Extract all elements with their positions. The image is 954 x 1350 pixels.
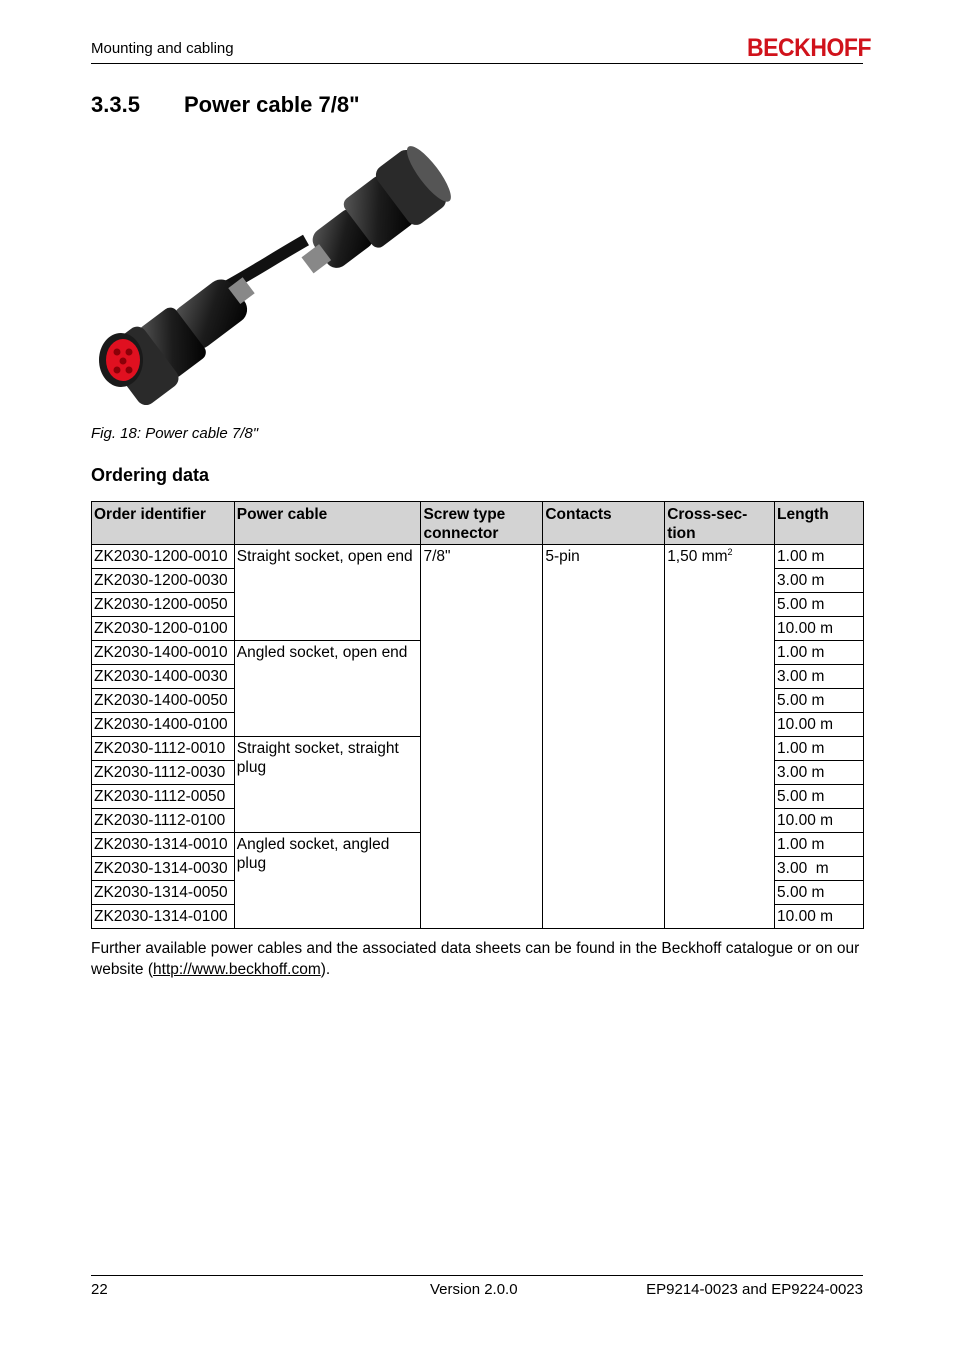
length-cell: 3.00 m xyxy=(775,857,864,881)
length-cell: 10.00 m xyxy=(775,617,864,641)
contacts-cell: 5-pin xyxy=(543,545,665,929)
col-order-identifier: Order identifier xyxy=(92,502,235,545)
order-identifier-cell: ZK2030-1400-0050 xyxy=(92,689,235,713)
length-cell: 10.00 m xyxy=(775,809,864,833)
length-cell: 5.00 m xyxy=(775,785,864,809)
page-number: 22 xyxy=(91,1281,108,1298)
cross-section-cell xyxy=(665,545,775,929)
section-heading: Power cable 7/8" xyxy=(184,92,360,117)
version-label: Version 2.0.0 xyxy=(430,1281,518,1298)
power-cable-cell: Straight socket, open end xyxy=(234,545,421,641)
order-identifier-cell: ZK2030-1400-0100 xyxy=(92,713,235,737)
length-cell: 1.00 m xyxy=(775,545,864,569)
order-identifier-cell: ZK2030-1200-0030 xyxy=(92,569,235,593)
cross-section-value: 1,50 mm xyxy=(667,548,728,565)
order-identifier-cell: ZK2030-1314-0050 xyxy=(92,881,235,905)
order-identifier-cell: ZK2030-1112-0010 xyxy=(92,737,235,761)
col-power-cable: Power cable xyxy=(234,502,421,545)
order-identifier-cell: ZK2030-1400-0030 xyxy=(92,665,235,689)
length-cell: 3.00 m xyxy=(775,569,864,593)
power-cable-illustration xyxy=(91,130,453,410)
beckhoff-logo: BECKHOFF xyxy=(747,34,872,62)
cross-section-exponent: 2 xyxy=(727,546,733,557)
power-cable-cell: Straight socket, straight plug xyxy=(234,737,421,833)
col-screw-type: Screw type connector xyxy=(421,502,543,545)
length-cell: 5.00 m xyxy=(775,593,864,617)
length-cell: 5.00 m xyxy=(775,689,864,713)
order-identifier-cell: ZK2030-1112-0100 xyxy=(92,809,235,833)
order-identifier-cell: ZK2030-1314-0100 xyxy=(92,905,235,929)
length-cell: 3.00 m xyxy=(775,665,864,689)
length-cell: 1.00 m xyxy=(775,833,864,857)
running-header: Mounting and cabling xyxy=(91,40,234,57)
power-cable-image xyxy=(91,130,453,410)
figure-caption: Fig. 18: Power cable 7/8" xyxy=(91,425,259,442)
screw-type-cell: 7/8" xyxy=(421,545,543,929)
order-identifier-cell: ZK2030-1314-0030 xyxy=(92,857,235,881)
length-cell: 10.00 m xyxy=(775,905,864,929)
order-identifier-cell: ZK2030-1400-0010 xyxy=(92,641,235,665)
section-number: 3.3.5 xyxy=(91,92,140,117)
order-identifier-cell: ZK2030-1314-0010 xyxy=(92,833,235,857)
table-row xyxy=(92,545,864,569)
further-info-paragraph xyxy=(91,938,871,980)
order-identifier-cell: ZK2030-1200-0010 xyxy=(92,545,235,569)
col-contacts: Contacts xyxy=(543,502,665,545)
note-text-end: ). xyxy=(320,961,331,978)
section-title xyxy=(91,92,360,118)
length-cell: 5.00 m xyxy=(775,881,864,905)
header-rule xyxy=(91,63,863,64)
length-cell: 1.00 m xyxy=(775,737,864,761)
order-identifier-cell: ZK2030-1112-0050 xyxy=(92,785,235,809)
beckhoff-website-link[interactable]: http://www.beckhoff.com xyxy=(153,961,321,978)
order-identifier-cell: ZK2030-1112-0030 xyxy=(92,761,235,785)
power-cable-cell: Angled socket, angled plug xyxy=(234,833,421,929)
footer-rule xyxy=(91,1275,863,1276)
ordering-data-heading: Ordering data xyxy=(91,465,210,485)
length-cell: 3.00 m xyxy=(775,761,864,785)
table-body xyxy=(92,545,864,929)
ordering-table xyxy=(91,501,864,929)
order-identifier-cell: ZK2030-1200-0050 xyxy=(92,593,235,617)
table-header-row xyxy=(92,502,864,545)
length-cell: 10.00 m xyxy=(775,713,864,737)
length-cell: 1.00 m xyxy=(775,641,864,665)
power-cable-cell: Angled socket, open end xyxy=(234,641,421,737)
col-cross-section: Cross-sec- tion xyxy=(665,502,775,545)
order-identifier-cell: ZK2030-1200-0100 xyxy=(92,617,235,641)
col-length: Length xyxy=(775,502,864,545)
product-label: EP9214-0023 and EP9224-0023 xyxy=(646,1281,863,1298)
note-text: Further available power cables and the associated data sheets can be found in the Beckhoff catalogue or on our website ( xyxy=(91,940,860,978)
